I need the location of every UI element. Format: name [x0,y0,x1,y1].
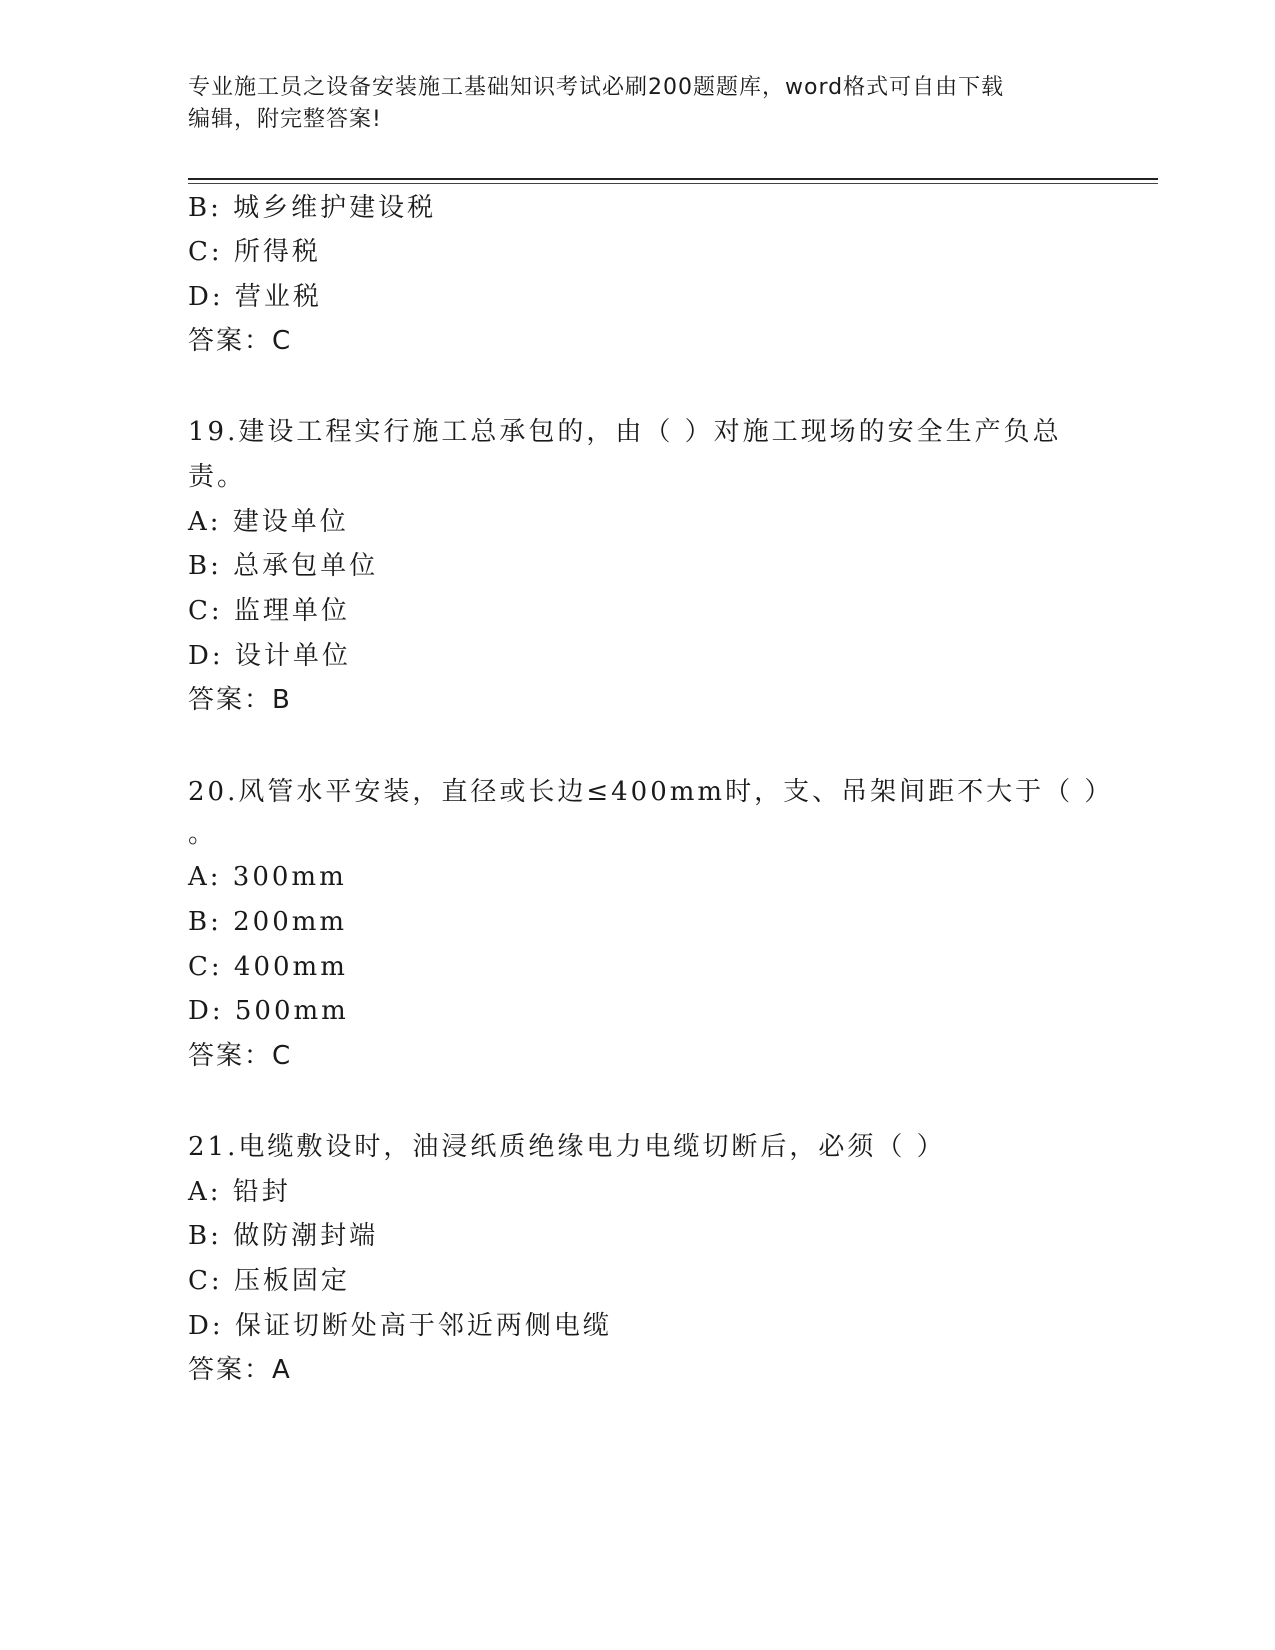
header-divider-thick [188,178,1158,180]
q18-option-c: C: 所得税 [188,237,321,267]
q19-option-b: B: 总承包单位 [188,551,379,581]
q20-answer: 答案：C [188,1041,293,1071]
q20-stem-line-1: 20.风管水平安装，直径或长边≤400mm时，支、吊架间距不大于（ ） [188,777,1114,807]
q20-option-a: A: 300mm [188,862,347,892]
q21-option-a: A: 铅封 [188,1177,291,1207]
document-header [188,72,1078,136]
header-divider-thin [188,183,1158,184]
q21-answer: 答案：A [188,1355,292,1385]
q21-option-d: D: 保证切断处高于邻近两侧电缆 [188,1311,612,1341]
q18-answer: 答案：C [188,326,293,356]
q19-option-c: C: 监理单位 [188,596,350,626]
q19-stem-line-1: 19.建设工程实行施工总承包的，由（ ）对施工现场的安全生产负总 [188,417,1062,447]
q20-option-c: C: 400mm [188,952,348,982]
q18-option-d: D: 营业税 [188,282,322,312]
q19-option-a: A: 建设单位 [188,507,349,537]
header-line-1: 专业施工员之设备安装施工基础知识考试必刷200题题库，word格式可自由下载 [188,75,1005,100]
q20-option-b: B: 200mm [188,907,348,937]
q21-option-c: C: 压板固定 [188,1266,350,1296]
q19-answer: 答案：B [188,685,292,715]
q19-option-d: D: 设计单位 [188,641,351,671]
q20-option-d: D: 500mm [188,996,349,1026]
q20-stem-line-2: 。 [188,819,218,849]
header-line-2: 编辑，附完整答案! [188,107,382,132]
q21-option-b: B: 做防潮封端 [188,1221,379,1251]
q19-stem-line-2: 责。 [188,462,247,492]
q21-stem-line-1: 21.电缆敷设时，油浸纸质绝缘电力电缆切断后，必须（ ） [188,1132,946,1162]
q18-option-b: B: 城乡维护建设税 [188,193,437,223]
